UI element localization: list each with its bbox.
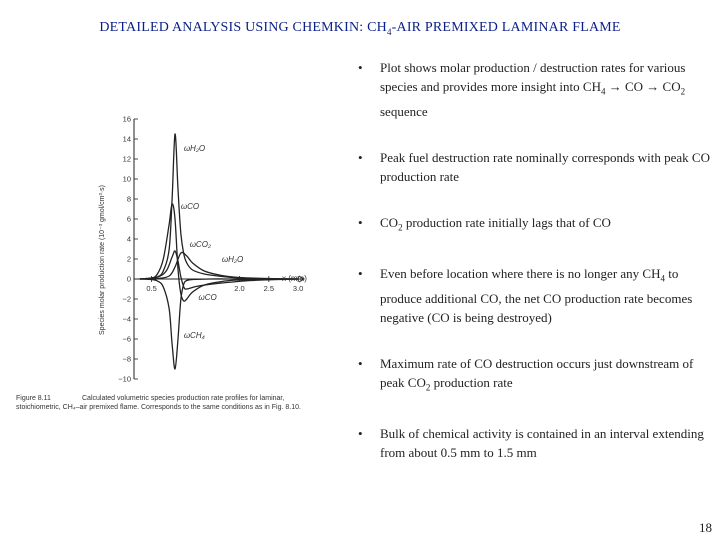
y-tick-label: 14: [122, 134, 131, 144]
y-tick-label: 0: [126, 274, 131, 284]
x-tick-label: 2.0: [234, 284, 245, 293]
figure-caption: [16, 395, 301, 411]
bullet-item: • Maximum rate of CO destruction occurs just downstream of peak $CO_2$ production rate: [358, 355, 694, 393]
bullet-item: • Even before location where there is no longer any $CH_4$ to produce additional CO, the net CO production rate becomes negative (CO is being destroyed): [358, 266, 693, 325]
bullet-dot: •: [358, 60, 363, 75]
y-tick-label: 6: [126, 214, 131, 224]
y-tick-label: −4: [122, 314, 131, 324]
curve-label: ωCO: [198, 293, 217, 302]
bullet-item: • $CO_2$ production rate initially lags that of CO: [358, 214, 611, 233]
chart-curve-labels: [181, 144, 243, 340]
curve-label: ωCO: [180, 202, 200, 211]
chart-series: [140, 134, 298, 369]
curve-label: ωH₂O: [221, 255, 244, 264]
y-tick-label: 12: [122, 154, 131, 164]
y-tick-label: 10: [122, 174, 131, 184]
chart-axes: [134, 119, 304, 379]
y-tick-label: −2: [122, 294, 131, 304]
x-tick-label: 0.5: [146, 284, 157, 293]
y-tick-label: 4: [126, 234, 131, 244]
bullet-dot: •: [358, 355, 363, 371]
x-tick-label: 2.5: [263, 284, 275, 293]
bullet-dot: •: [358, 426, 363, 442]
bullet-list: [355, 58, 715, 462]
y-tick-label: −10: [118, 374, 131, 384]
caption-line-1: Calculated volumetric species production rate profiles for laminar,: [82, 395, 285, 402]
y-tick-label: −8: [122, 354, 131, 364]
series-line: [140, 279, 298, 369]
curve-label: ωCO₂: [189, 240, 211, 249]
curve-label: ωH₂O: [183, 144, 206, 153]
bullet-item: • Peak fuel destruction rate nominally corresponds with peak CO production rate: [358, 149, 710, 184]
x-tick-label: 3.0: [292, 284, 304, 293]
chart-y-label: Species molar production rate (10⁻³ gmol/cm³·s): [99, 185, 106, 335]
y-tick-label: 2: [126, 254, 131, 264]
page-number: 18: [699, 520, 712, 535]
caption-line-2: stoichiometric, CH₄–air premixed flame. Corresponds to the same conditions as in Fig. 8.10.: [16, 404, 301, 411]
curve-label: ωCH₄: [183, 331, 205, 340]
slide-title: DETAILED ANALYSIS USING CHEMKIN: $CH_4$-AIR PREMIXED LAMINAR FLAME: [99, 20, 621, 37]
chart-ticks: [118, 115, 303, 384]
caption-label: Figure 8.11: [16, 395, 51, 402]
bullet-dot: •: [358, 149, 363, 165]
bullet-item: • Plot shows molar production / destruction rates for various species and provides more insight into $CH_4$ → CO → $CO_2$ sequence: [358, 60, 686, 119]
production-rate-chart: [14, 105, 349, 415]
y-tick-label: −6: [122, 334, 131, 344]
chart-x-label: x (mm): [282, 274, 307, 283]
bullet-dot: •: [358, 266, 363, 282]
bullet-item: • Bulk of chemical activity is contained in an interval extending from about 0.5 mm to 1.5 mm: [358, 426, 704, 461]
y-tick-label: 16: [122, 114, 131, 124]
bullet-dot: •: [358, 214, 363, 230]
y-tick-label: 8: [126, 194, 131, 204]
